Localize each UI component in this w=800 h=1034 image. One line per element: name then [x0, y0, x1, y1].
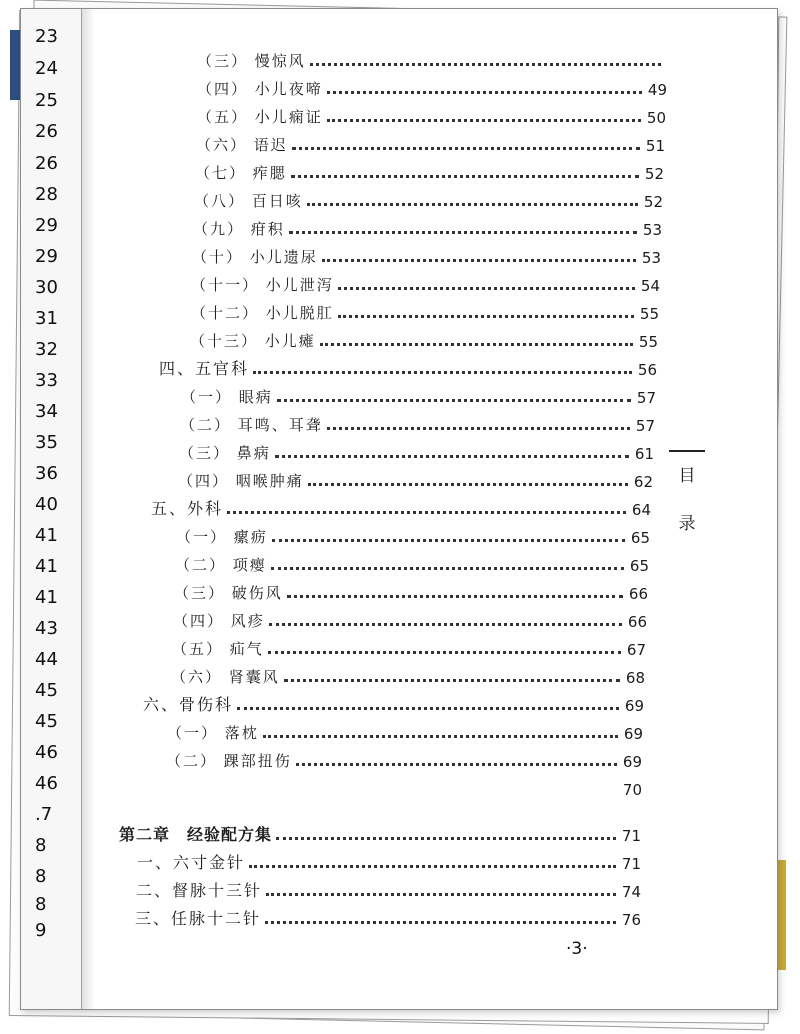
toc-entry-label: （四） 咽喉肿痛	[178, 472, 304, 490]
previous-page-number: 46	[35, 742, 58, 763]
toc-entry-label: （五） 小儿痫证	[197, 108, 323, 126]
toc-entry-page: 57	[635, 417, 655, 435]
toc-entry	[179, 441, 654, 463]
toc-entry-label: 四、五官科	[159, 359, 250, 378]
dot-leader	[320, 343, 633, 346]
toc-entry-label: （十三） 小儿瘫	[190, 332, 316, 350]
toc-entry-page: 69	[624, 697, 644, 715]
toc-entry-page: 52	[644, 165, 664, 183]
dot-leader	[266, 893, 616, 896]
dot-leader	[307, 203, 638, 206]
toc-entry-page: 76	[621, 911, 641, 929]
dot-leader	[275, 455, 629, 458]
toc-entry	[197, 77, 667, 99]
toc-entry-label: （四） 小儿夜啼	[197, 80, 323, 98]
dot-leader	[338, 287, 635, 290]
toc-entry-page: 51	[645, 137, 665, 155]
toc-entry	[166, 777, 642, 799]
toc-section	[159, 357, 657, 379]
dot-leader	[263, 735, 618, 738]
toc-entry	[172, 637, 646, 659]
toc-entry	[173, 609, 647, 631]
toc-entry-label: （五） 疝气	[172, 640, 264, 658]
previous-page-number: 9	[35, 920, 47, 941]
toc-entry	[193, 217, 662, 239]
previous-page-number: 30	[35, 277, 58, 298]
toc-entry-label: （七） 痄腮	[195, 164, 287, 182]
previous-page-number: 43	[35, 618, 58, 639]
toc-entry	[171, 665, 645, 687]
toc-entry-page: 68	[625, 669, 645, 687]
previous-page-number: .7	[35, 804, 53, 825]
running-head-char: 目	[678, 466, 696, 486]
toc-entry	[195, 161, 664, 183]
previous-page-number: 41	[35, 587, 58, 608]
toc-entry-label: 一、六寸金针	[137, 853, 246, 872]
toc-entry-page: 69	[623, 725, 643, 743]
dot-leader	[265, 921, 616, 924]
toc-entry	[194, 189, 663, 211]
dot-leader	[276, 837, 616, 840]
toc-page	[20, 8, 778, 1010]
toc-entry-label: 六、骨伤科	[143, 695, 234, 714]
toc-entry-label: （二） 踝部扭伤	[166, 752, 292, 770]
toc-entry-page: 67	[626, 641, 646, 659]
running-head-char: 录	[678, 514, 696, 534]
toc-entry-label: 五、外科	[151, 499, 224, 518]
previous-page-number: 8	[35, 866, 47, 887]
toc-entry-page: 65	[629, 557, 649, 575]
toc-entry-page: 52	[643, 193, 663, 211]
toc-entry-label: （一） 瘰疬	[176, 528, 268, 546]
toc-entry	[176, 525, 650, 547]
dot-leader	[310, 63, 661, 66]
toc-entry-page: 57	[636, 389, 656, 407]
toc-entry	[196, 133, 665, 155]
toc-entry-page: 50	[646, 109, 666, 127]
toc-chapter	[119, 823, 641, 845]
dot-leader	[292, 147, 640, 150]
toc-entry-page: 64	[631, 501, 651, 519]
previous-page-number: 29	[35, 246, 58, 267]
previous-page-number: 29	[35, 215, 58, 236]
dot-leader	[327, 427, 630, 430]
dot-leader	[227, 511, 626, 514]
previous-page-number: 24	[35, 58, 58, 79]
previous-page-number: 31	[35, 308, 58, 329]
previous-page-number: 8	[35, 894, 47, 915]
previous-page-number: 44	[35, 649, 58, 670]
toc-entry-label: （三） 鼻病	[179, 444, 271, 462]
previous-page-number: 33	[35, 370, 58, 391]
toc-entry-label: （一） 落枕	[167, 724, 259, 742]
toc-entry-label: （八） 百日咳	[194, 192, 303, 210]
previous-page-number: 36	[35, 463, 58, 484]
toc-section	[151, 497, 651, 519]
toc-entry-page: 74	[621, 883, 641, 901]
previous-page-number: 32	[35, 339, 58, 360]
toc-entry	[167, 721, 643, 743]
previous-page-number: 41	[35, 556, 58, 577]
previous-page-number: 41	[35, 525, 58, 546]
previous-page-number: 8	[35, 835, 47, 856]
toc-entry-label: （六） 肾囊风	[171, 668, 280, 686]
toc-entry-label: 三、任脉十二针	[135, 909, 262, 928]
toc-entry-label: （十） 小儿遗尿	[192, 248, 318, 266]
toc-entry-page: 69	[622, 753, 642, 771]
toc-entry	[166, 749, 642, 771]
toc-entry	[192, 245, 661, 267]
toc-entry-page: 71	[621, 827, 641, 845]
toc-entry-page: 55	[639, 305, 659, 323]
toc-entry-label: （三） 破伤风	[174, 584, 283, 602]
dot-leader	[308, 483, 628, 486]
toc-entry-label: （九） 疳积	[193, 220, 285, 238]
toc-entry-label: 二、督脉十三针	[136, 881, 263, 900]
previous-page-number: 34	[35, 401, 58, 422]
previous-page-number: 40	[35, 494, 58, 515]
toc-entry-label: （二） 项瘿	[175, 556, 267, 574]
previous-page-number: 45	[35, 680, 58, 701]
toc-entry-label: （六） 语迟	[196, 136, 288, 154]
previous-page-number: 35	[35, 432, 58, 453]
toc-entry-page: 66	[627, 613, 647, 631]
toc-entry	[180, 413, 655, 435]
toc-entry-label: （十一） 小儿泄泻	[191, 276, 334, 294]
toc-section	[143, 693, 644, 715]
dot-leader	[287, 595, 623, 598]
toc-entry	[197, 49, 667, 71]
dot-leader	[289, 231, 637, 234]
dot-leader	[338, 315, 634, 318]
dot-leader	[284, 679, 620, 682]
book-cover-edge	[10, 30, 20, 100]
dot-leader	[249, 865, 616, 868]
dot-leader	[291, 175, 639, 178]
toc-entry-page: 56	[637, 361, 657, 379]
toc-entry	[175, 553, 649, 575]
toc-entry	[174, 581, 648, 603]
toc-entry-page: 61	[634, 445, 654, 463]
dot-leader	[296, 763, 617, 766]
toc-section	[136, 879, 641, 901]
toc-entry	[191, 273, 660, 295]
toc-entry	[191, 301, 659, 323]
toc-entry-label: （十二） 小儿脱肛	[191, 304, 334, 322]
previous-page-number: 26	[35, 121, 58, 142]
dot-leader	[237, 707, 619, 710]
toc-entry-page: 54	[640, 277, 660, 295]
toc-entry-page: 65	[630, 529, 650, 547]
dot-leader	[327, 91, 642, 94]
previous-page-number: 26	[35, 153, 58, 174]
toc-entry-page: 70	[622, 781, 642, 799]
previous-page-number: 23	[35, 26, 58, 47]
previous-page-number: 46	[35, 773, 58, 794]
toc-entry-page: 66	[628, 585, 648, 603]
toc-entry-page: 53	[642, 221, 662, 239]
page-number: ·3·	[566, 939, 588, 959]
toc-entry	[197, 105, 666, 127]
dot-leader	[269, 623, 622, 626]
toc-entry	[181, 385, 656, 407]
dot-leader	[322, 259, 636, 262]
previous-page-number: 45	[35, 711, 58, 732]
toc-entry-page: 55	[638, 333, 658, 351]
previous-page-number: 25	[35, 90, 58, 111]
toc-entry	[190, 329, 658, 351]
toc-section	[137, 851, 641, 873]
toc-entry-label: （二） 耳鸣、耳聋	[180, 416, 323, 434]
previous-page-strip	[21, 9, 82, 1009]
dot-leader	[268, 651, 621, 654]
toc-entry	[178, 469, 653, 491]
toc-entry-page: 49	[647, 81, 667, 99]
toc-section	[135, 907, 641, 929]
toc-entry-label: （一） 眼病	[181, 388, 273, 406]
dot-leader	[271, 567, 624, 570]
previous-page-number: 28	[35, 184, 58, 205]
page-fold-shadow	[81, 9, 95, 1009]
toc-entry-page: 62	[633, 473, 653, 491]
toc-entry-page: 53	[641, 249, 661, 267]
dot-leader	[272, 539, 625, 542]
toc-entry-label: 第二章 经验配方集	[119, 825, 273, 844]
dot-leader	[327, 119, 641, 122]
toc-entry-page: 71	[621, 855, 641, 873]
toc-entry-label: （三） 慢惊风	[197, 52, 306, 70]
dot-leader	[277, 399, 631, 402]
dot-leader	[253, 371, 632, 374]
running-head-rule	[669, 450, 705, 452]
toc-entry-label: （四） 风疹	[173, 612, 265, 630]
